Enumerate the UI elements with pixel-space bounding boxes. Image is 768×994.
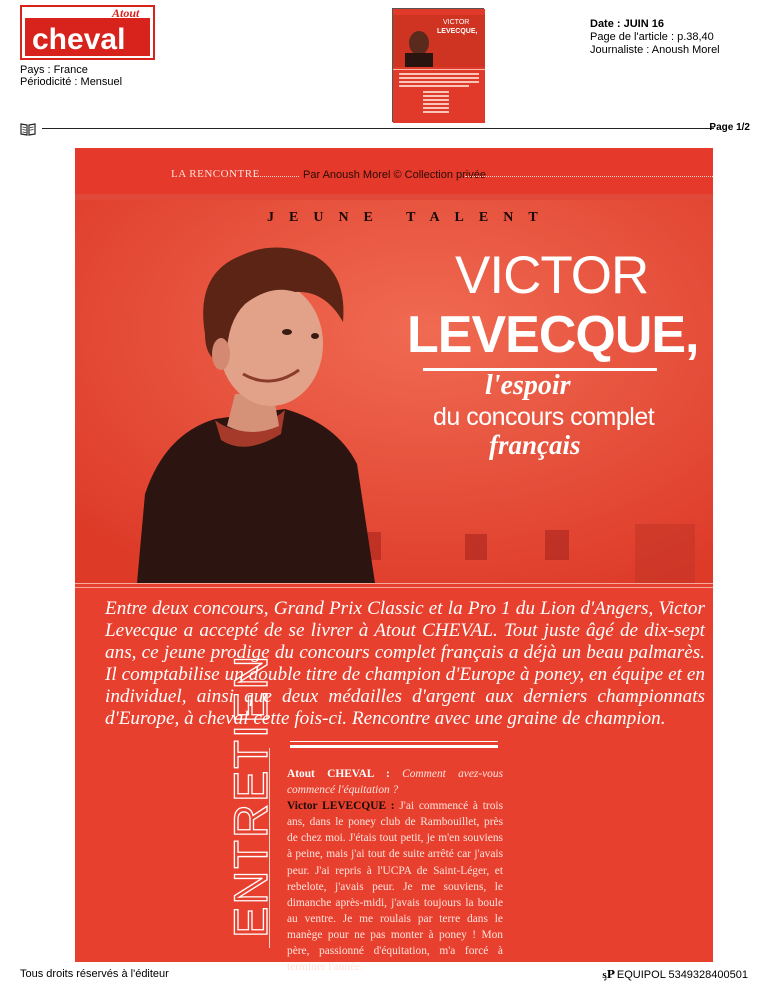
subtitle-line-3: français — [489, 430, 581, 460]
rubric-label: LA RENCONTRE — [171, 168, 260, 180]
answer-text: J'ai commencé à trois ans, dans le poney club de Rambouillet, près de chez moi. J'étais tout petit, je m'en souviens à peine, mais j'ai tout de suite arrêté car j'avais peur. J'ai repris à l'UCPA de Saint-Léger, et rebelote, j'avais peur. Je me souviens, le dimanche après-midi, j'avais toujours la boule au ventre. Je me roulais par terre dans le manège pour ne pas monter à poney ! Mon père, passionné d'équitation, m'a forcé à terminer l'année. — [287, 800, 503, 974]
thumbnail-title-2: LEVECQUE, — [437, 28, 478, 35]
publication-meta — [20, 64, 122, 88]
header-rule — [20, 122, 750, 136]
article-journalist: Journaliste : Anoush Morel — [590, 44, 720, 56]
periodicity: Périodicité : Mensuel — [20, 76, 123, 88]
byline: Par Anoush Morel © Collection privée — [303, 169, 486, 181]
footer-code-block — [602, 968, 748, 981]
vertical-rule — [269, 748, 270, 948]
section-divider — [75, 583, 713, 588]
header-line — [42, 128, 714, 129]
magazine-page — [75, 148, 713, 974]
article-meta — [590, 18, 720, 57]
rubric-divider — [255, 176, 299, 177]
article-date: Date : JUIN 16 — [590, 18, 664, 30]
question-speaker: Atout CHEVAL : — [287, 768, 390, 780]
interview-rule-thick — [290, 745, 498, 748]
lead-paragraph: Entre deux concours, Grand Prix Classic et la Pro 1 du Lion d'Angers, Victor Levecque a accepté de se livrer à Atout CHEVAL. Tout juste âgé de dix-sept ans, ce jeune prodige du concours complet français a déjà un beau palmarès. Il comptabilise un double titre de champion d'Europe à poney, en équipe et en individuel, ainsi que deux médailles d'argent aux derniers championnats d'Europe, à cheval cette fois-ci. Rencontre avec une graine de champion. — [105, 598, 705, 729]
thumbnail-title-1: VICTOR — [443, 19, 470, 26]
book-icon — [20, 122, 36, 136]
section-label-vertical: ENTRETIEN — [224, 653, 277, 938]
logo-small-text: Atout — [112, 6, 140, 20]
interview-rule — [290, 741, 498, 742]
kicker: JEUNE TALENT — [267, 210, 553, 225]
headline-line-2: LEVECQUE, — [407, 306, 699, 364]
rubric-divider — [465, 176, 713, 177]
headline-line-1: VICTOR — [455, 246, 649, 305]
subtitle-line-2: du concours complet — [433, 403, 655, 431]
article-pages: Page de l'article : p.38,40 — [590, 31, 714, 43]
footer-mark: ᶊP — [602, 968, 615, 981]
logo-big-text: cheval — [32, 23, 126, 56]
footer-code: EQUIPOL 5349328400501 — [616, 969, 748, 981]
publication-logo — [20, 5, 155, 60]
footer-rights: Tous droits réservés à l'éditeur — [20, 968, 169, 980]
country: Pays : France — [20, 64, 88, 76]
question-text: Comment avez-vous commencé l'équitation ? — [287, 768, 503, 797]
answer-speaker: Victor LEVECQUE : — [287, 800, 395, 813]
subtitle-line-1: l'espoir — [485, 370, 571, 401]
page-thumbnail[interactable] — [392, 8, 484, 122]
page-indicator: Page 1/2 — [709, 122, 750, 133]
interview-column — [287, 766, 503, 975]
